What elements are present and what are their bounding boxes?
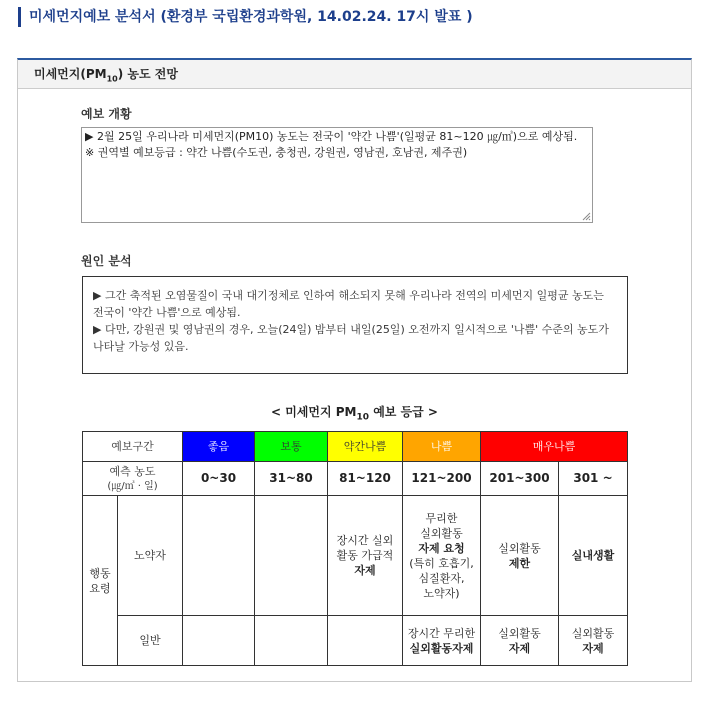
elderly-bad [403,496,481,616]
grade-title-sub: 10 [356,412,370,423]
forecast-panel [17,58,692,682]
level-slightly-bad: 약간나쁨 [328,432,403,462]
elderly-vbad1-line2: 제한 [508,556,531,570]
general-normal [255,616,328,666]
concentration-label-line2: (㎍/㎥ · 일) [107,480,158,492]
range-very-bad-1: 201~300 [481,462,559,496]
action-label-line2: 요령 [89,581,111,595]
action-label-line1: 행동 [89,566,111,580]
general-vbad2-line1: 실외활동 [571,626,615,640]
general-vbad1-line1: 실외활동 [498,626,541,640]
grade-table [82,431,628,666]
general-very-bad-2 [559,616,628,666]
section-header: 예보구간 [83,432,183,462]
panel-heading [18,60,691,89]
forecast-label: 예보 개황 [81,107,132,121]
grade-title-suffix: 예보 등급 > [369,405,438,419]
general-bad-line2: 실외활동자제 [409,641,474,655]
elderly-bad-line6: 노약자) [423,586,460,600]
elderly-row [83,496,628,616]
elderly-good [183,496,255,616]
general-label: 일반 [118,616,183,666]
general-vbad1-line2: 자제 [508,641,531,655]
panel-heading-suffix: ) 농도 전망 [117,67,178,81]
panel-heading-prefix: 미세먼지(PM [34,67,107,81]
elderly-vbad1-line1: 실외활동 [498,541,541,555]
forecast-textarea[interactable] [81,127,593,223]
elderly-bad-line4: (특히 호흡기, [409,556,474,570]
range-bad: 121~200 [403,462,481,496]
elderly-normal [255,496,328,616]
cause-label: 원인 분석 [81,254,132,268]
grade-table-title [18,403,691,422]
level-normal: 보통 [255,432,328,462]
level-very-bad: 매우나쁨 [481,432,628,462]
elderly-slightly-bad [328,496,403,616]
cause-paragraph-1: ▶ 그간 축적된 오염물질이 국내 대기정체로 인하여 해소되지 못해 우리나라 전역의 미세먼지 일평균 농도는 전국이 '약간 나쁨'으로 예상됨. [93,289,604,319]
panel-heading-sub: 10 [106,74,118,84]
elderly-bad-line2: 실외활동 [420,526,463,540]
elderly-very-bad-1 [481,496,559,616]
level-good: 좋음 [183,432,255,462]
range-normal: 31~80 [255,462,328,496]
forecast-line-1: ▶ 2월 25일 우리나라 미세먼지(PM10) 농도는 전국이 '약간 나쁨'(일평균 81~120 ㎍/㎥)으로 예상됨. [85,130,578,143]
elderly-bad-line3: 자제 요청 [418,541,465,555]
range-very-bad-2: 301 ~ [559,462,628,496]
range-row [83,462,628,496]
general-vbad2-line2: 자제 [582,641,604,655]
elderly-bad-line1: 무리한 [425,511,458,525]
general-slightly-bad [328,616,403,666]
level-row [83,432,628,462]
elderly-label: 노약자 [118,496,183,616]
range-good: 0~30 [183,462,255,496]
concentration-label-line1: 예측 농도 [109,464,156,478]
general-very-bad-1 [481,616,559,666]
range-slightly-bad: 81~120 [328,462,403,496]
page-title: 미세먼지예보 분석서 (환경부 국립환경과학원, 14.02.24. 17시 발표 ) [18,7,473,27]
general-bad-line1: 장시간 무리한 [407,626,476,640]
concentration-label [83,462,183,496]
cause-paragraph-2: ▶ 다만, 강원권 및 영남권의 경우, 오늘(24일) 밤부터 내일(25일) 오전까지 일시적으로 '나쁨' 수준의 농도가 나타날 가능성 있음. [93,323,609,353]
general-bad [403,616,481,666]
level-bad: 나쁨 [403,432,481,462]
elderly-bad-line5: 심질환자, [418,571,465,585]
elderly-slight-line2: 활동 가급적 [336,549,394,562]
forecast-line-2: ※ 권역별 예보등급 : 약간 나쁨(수도권, 충청권, 강원권, 영남권, 호남권, 제주권) [85,146,468,159]
elderly-slight-line1: 장시간 실외 [336,534,394,547]
grade-title-prefix: < 미세먼지 PM [270,405,357,419]
general-good [183,616,255,666]
general-row [83,616,628,666]
action-label [83,496,118,666]
elderly-slight-line3: 자제 [354,564,376,577]
elderly-very-bad-2: 실내생활 [559,496,628,616]
resize-grip-icon[interactable] [582,212,591,221]
cause-box [82,276,628,374]
